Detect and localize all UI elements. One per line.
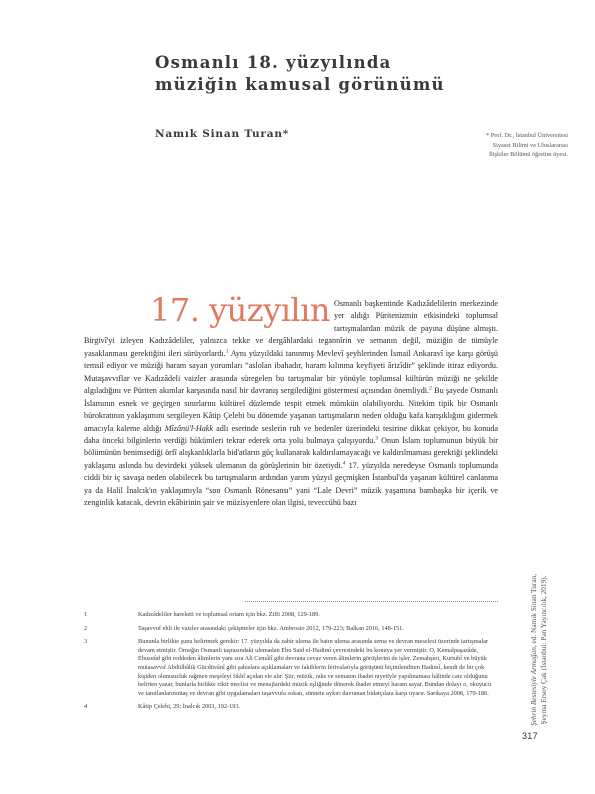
footnote-divider xyxy=(245,601,498,602)
footnote-3 xyxy=(84,638,498,698)
footnote-1 xyxy=(84,611,498,620)
footnote-number: 3 xyxy=(84,638,88,646)
title-line-2: müziğin kamusal görünümü xyxy=(155,75,445,94)
footnote-number: 4 xyxy=(84,703,88,711)
footnote-text: Kadızâdeliler hareketi ve toplumsal ortam için bkz. Zilfi 2008, 129-189. xyxy=(138,611,320,618)
side-citation-wrap xyxy=(514,570,564,730)
footnote-number: 2 xyxy=(84,624,88,632)
title-line-1: Osmanlı 18. yüzyılında xyxy=(155,53,392,72)
footnote-ref-4[interactable]: 4 xyxy=(342,460,346,467)
citation-details: ed. Namık Sinan Turan, Şeyma Ersoy Çak (İstanbul: Pan Yayıncılık, 2019). xyxy=(529,573,548,725)
drop-cap-heading: 17. yüzyılın xyxy=(150,291,330,329)
footnotes xyxy=(84,611,498,717)
article-title xyxy=(155,52,455,96)
footnote-number: 1 xyxy=(84,611,88,618)
author-affiliation-note: * Prof. Dr., İstanbul Üniversitesi Siyaset Bilimi ve Uluslararası İlişkiler Bölümü öğretim üyesi. xyxy=(485,132,568,159)
body-segment-5: Onun İslam toplumunun büyük bir bölümünün benimsediği örfî alışkanlıklarla bid'atların güç kullanarak kaldırılamayacağı ve kaldırılmaması gerektiği şeklindeki yaklaşımı aslında bu devirdeki yüksek ulemanın da görüşlerinin bir özetiydi. xyxy=(84,435,498,470)
body-segment-1: Osmanlı başkentinde Kadızâdelilerin merkezinde yer aldığı Püritenizmin etkisindeki toplumsal tartışmalardan müzik de payına düşüne almıştı. Birgivî'yi izleyen Kadızâdeliler, yalnızca tekke ve dergâhlardaki tegannîrin ve semanın değil, müziğin de tümüyle yasaklanması gerektiğini ileri sürüyorlardı. xyxy=(84,299,498,358)
footnote-text: Kâtip Çelebi, 29; İnalcık 2003, 192-193. xyxy=(138,703,241,711)
side-citation xyxy=(529,568,549,733)
citation-book-title: Şehrin Bestesiyle Armağan, xyxy=(529,645,539,727)
footnote-ref-3[interactable]: 3 xyxy=(375,435,379,442)
footnote-text: Taşavvuf ehli ile vaizler arasındaki çekişmeler için bkz. Ambrosio 2012, 179-223; Balkan 2016, 148-151. xyxy=(138,624,404,632)
footnote-text: Bununla birlikte şunu belirtmek gerekir: 17. yüzyılda da zahir ulema ile batın ulema arasında sema ve devran meselesi üzerinde tartışmalar devam etmiştir. Örneğin Osmanlı taşrasındaki ulemadan Ebu Said el-Hadimî çevresindeki bu konuya yer vermiştir. O, Kemalpaşazâde, Ebusuûd gibi reddeden âlimlerin yanı sıra Ali Cemâlî gibi devrana cevaz veren âlimlerin görüşlerini de işler. Zemahşeri, Kurtubî ve büyük mutasavvıf Abdülhâlik Gücdüvânî gibi şahıslara açıklamaları ve fakihlerin ferivalarıyla görüşünü biçimlendiren Hadimî, kendi de bir çok kişiden olumsuzluk rağmen meşeleyi fıkhî açıdan ele alır. Şiir, müzik, raks ve semanın ibadet niyetiyle yapılmaması hâlinde caiz olduğunu belirten yazar, bunlarla birlikte zikir meclisi ve menajlardeki müzik eşliğinde dönerek ibadet etmeyi haram sayar. Bundan dolayı o, okuyucu ve tanıtlanlarınıntaş ve devran gibi uygulamaları taşavvufa sokan, sünnete aykırı davranan bidatçılara karşı uyarır. Sarıkaya 2008, 179-180. xyxy=(138,638,492,697)
page-number: 317 xyxy=(522,731,538,741)
footnote-2 xyxy=(84,625,498,634)
footnote-4 xyxy=(84,703,498,712)
body-text xyxy=(84,291,499,510)
footnote-ref-2[interactable]: 2 xyxy=(429,385,432,392)
book-title: Mîzânü'l-Hakk xyxy=(164,423,213,433)
body-segment-4: adlı eserinde seslerin ruh ve bedenler üzerindeki tesirine dikkat çekiyor, bu konuda daha önceki bilginlerin verdiği hükümleri tekrar ederek orta yolu bulmaya çalışıyordu. xyxy=(84,423,498,445)
footnote-ref-1[interactable]: 1 xyxy=(225,348,229,355)
body-segment-6: 17. yüzyılda neredeyse Osmanlı toplumunda ciddi bir iç savaşa neden olabilecek bu tartışmaların ardından yarım yüzyıl geçmişken İstanbul'da yaşanan kültürel canlanma ya da Halil İnalcık'ın yaklaşımıyla “son Osmanlı Rönesansı” yani “Lale Devri” müzik yaşamına bambaşka bir içerik ve zenginlik katacak, devrin ekâbirinin şair ve müzisyenlere olan ilgisi, teveccühü bazı xyxy=(84,460,498,508)
body-segment-2: Aynı yüzyıldaki tanınmış Mevlevî şeyhlerinden İsmail Ankaravî işe karşı görüşü temsil ediyor ve müziği haram sayan yorumları “aslolan ibahadır, haram kılınma keyfiyeti ârizîdir” şeklinde itiraz ediyordu. Mutaşavvıflar ve Kadızâdeli vaizler arasında süregelen bu tartışmalar bir yönüyle toplumsal kültürün müziği ne şekilde algıladığını ve Püriten akımlar karşısında nasıl bir davranış sergilediğini göstermesi açısından önemliydi. xyxy=(84,348,498,396)
author-name: Namık Sinan Turan* xyxy=(155,128,290,140)
body-segment-3: Bu şayede Osmanlı İslamının esnek ve geçirgen sınırlarını kültürel düzlemde tespit etmek mümkün olabiliyordu. Nitekim tipik bir Osmanlı bürokratının yaklaşımını sergileyen Kâtip Çelebi bu dönemde yaşanan tartışmaların neden olduğu kafa karışıklığını gidermek amacıyla kaleme aldığı xyxy=(84,386,499,433)
